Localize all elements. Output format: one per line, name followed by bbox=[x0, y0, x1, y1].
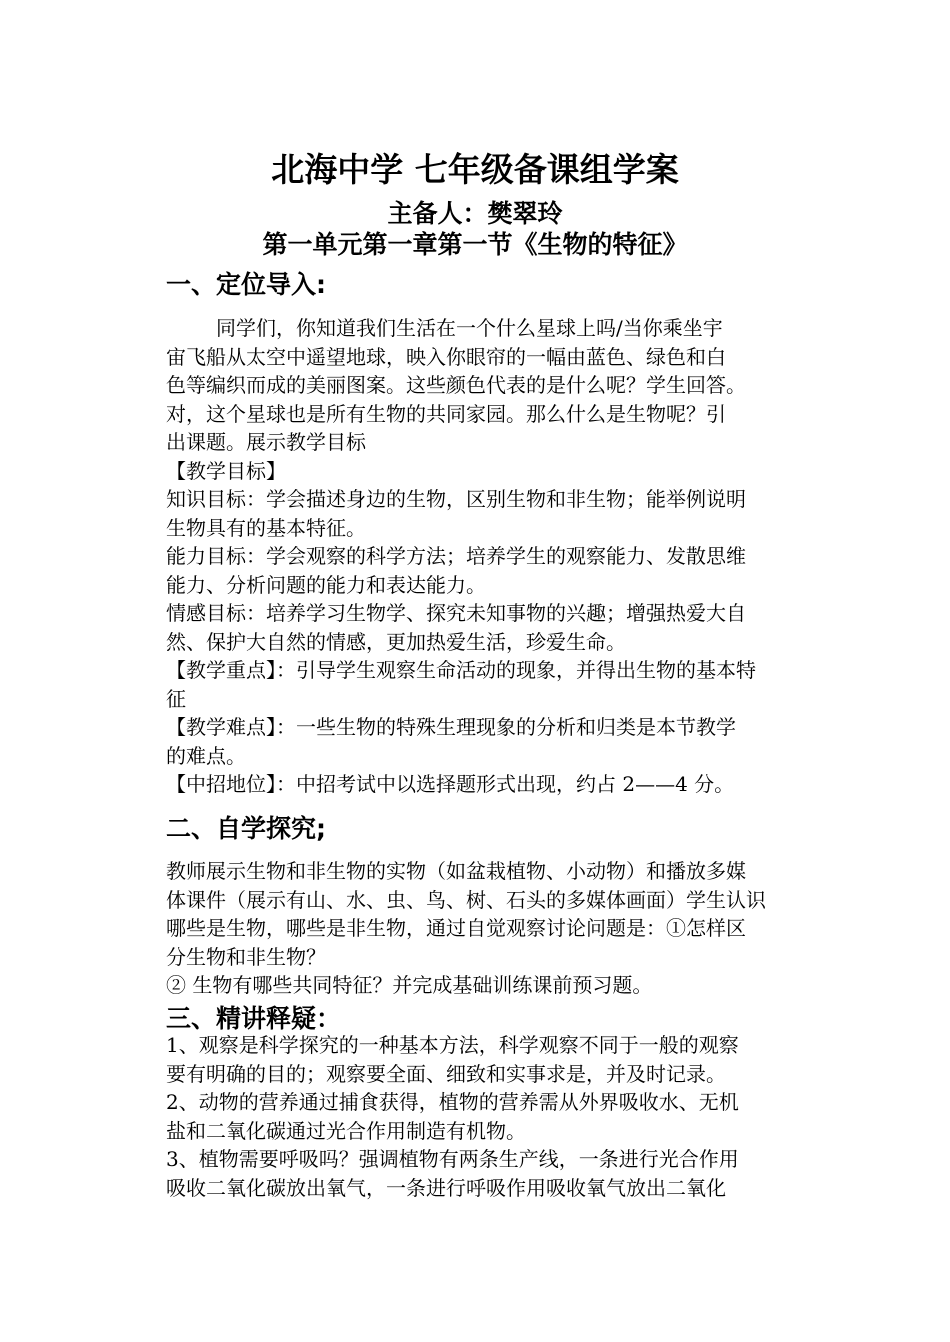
paragraph-line: 对，这个星球也是所有生物的共同家园。那么什么是生物呢？引 bbox=[166, 401, 726, 426]
paragraph-line: 出课题。展示教学目标 bbox=[166, 430, 366, 454]
paragraph-line: 生物具有的基本特征。 bbox=[166, 515, 366, 540]
paragraph-line: 知识目标：学会描述身边的生物，区别生物和非生物；能举例说明 bbox=[166, 487, 746, 511]
paragraph-line: 分生物和非生物？ bbox=[166, 944, 326, 969]
paragraph-line: 同学们，你知道我们生活在一个什么星球上吗/当你乘坐宇 bbox=[216, 316, 723, 340]
paragraph-line: 情感目标：培养学习生物学、探究未知事物的兴趣；增强热爱大自 bbox=[166, 601, 746, 625]
paragraph-line: 能力目标：学会观察的科学方法；培养学生的观察能力、发散思维 bbox=[166, 544, 746, 568]
paragraph-line: 色等编织而成的美丽图案。这些颜色代表的是什么呢？学生回答。 bbox=[166, 373, 746, 397]
paragraph-line: 2、动物的营养通过捕食获得，植物的营养需从外界吸收水、无机 bbox=[166, 1090, 739, 1114]
section-heading-intro: 一、定位导入: bbox=[166, 270, 326, 299]
paragraph-line: 【教学重点】：引导学生观察生命活动的现象，并得出生物的基本特 bbox=[166, 658, 756, 682]
paragraph-line: 能力、分析问题的能力和表达能力。 bbox=[166, 572, 486, 597]
paragraph-line: 吸收二氧化碳放出氧气，一条进行呼吸作用吸收氧气放出二氧化 bbox=[166, 1175, 726, 1200]
paragraph-line: 征 bbox=[166, 686, 186, 711]
paragraph-line: 哪些是生物，哪些是非生物，通过自觉观察讨论问题是：①怎样区 bbox=[166, 916, 746, 940]
document-title: 北海中学 七年级备课组学案 bbox=[271, 150, 679, 189]
section-self-study-body bbox=[166, 857, 806, 1000]
paragraph-line: 的难点。 bbox=[166, 743, 246, 768]
paragraph-line: 宙飞船从太空中遥望地球，映入你眼帘的一幅由蓝色、绿色和白 bbox=[166, 344, 726, 369]
paragraph-line: 【教学难点】：一些生物的特殊生理现象的分析和归类是本节教学 bbox=[166, 715, 736, 739]
paragraph-line: ② 生物有哪些共同特征？并完成基础训练课前预习题。 bbox=[166, 973, 653, 997]
paragraph-line: 【教学目标】 bbox=[166, 458, 286, 483]
paragraph-line: 3、植物需要呼吸吗？强调植物有两条生产线，一条进行光合作用 bbox=[166, 1147, 739, 1171]
section-intro-body bbox=[166, 314, 806, 799]
section-explanation-body bbox=[166, 1031, 806, 1202]
author-line: 主备人：樊翠玲 bbox=[387, 199, 563, 228]
paragraph-line: 体课件（展示有山、水、虫、鸟、树、石头的多媒体画面）学生认识 bbox=[166, 887, 766, 912]
paragraph-line: 盐和二氧化碳通过光合作用制造有机物。 bbox=[166, 1118, 526, 1143]
lesson-title: 第一单元第一章第一节《生物的特征》 bbox=[262, 230, 688, 259]
paragraph-line: 1、观察是科学探究的一种基本方法，科学观察不同于一般的观察 bbox=[166, 1033, 739, 1057]
paragraph-line: 【中招地位】：中招考试中以选择题形式出现，约占 2——4 分。 bbox=[166, 772, 735, 796]
paragraph-line: 然、保护大自然的情感，更加热爱生活，珍爱生命。 bbox=[166, 629, 626, 654]
section-heading-explanation: 三、精讲释疑： bbox=[166, 1004, 342, 1033]
paragraph-line: 教师展示生物和非生物的实物（如盆栽植物、小动物）和播放多媒 bbox=[166, 859, 746, 883]
paragraph-line: 要有明确的目的；观察要全面、细致和实事求是，并及时记录。 bbox=[166, 1061, 726, 1086]
section-heading-self-study: 二、自学探究; bbox=[166, 814, 326, 843]
